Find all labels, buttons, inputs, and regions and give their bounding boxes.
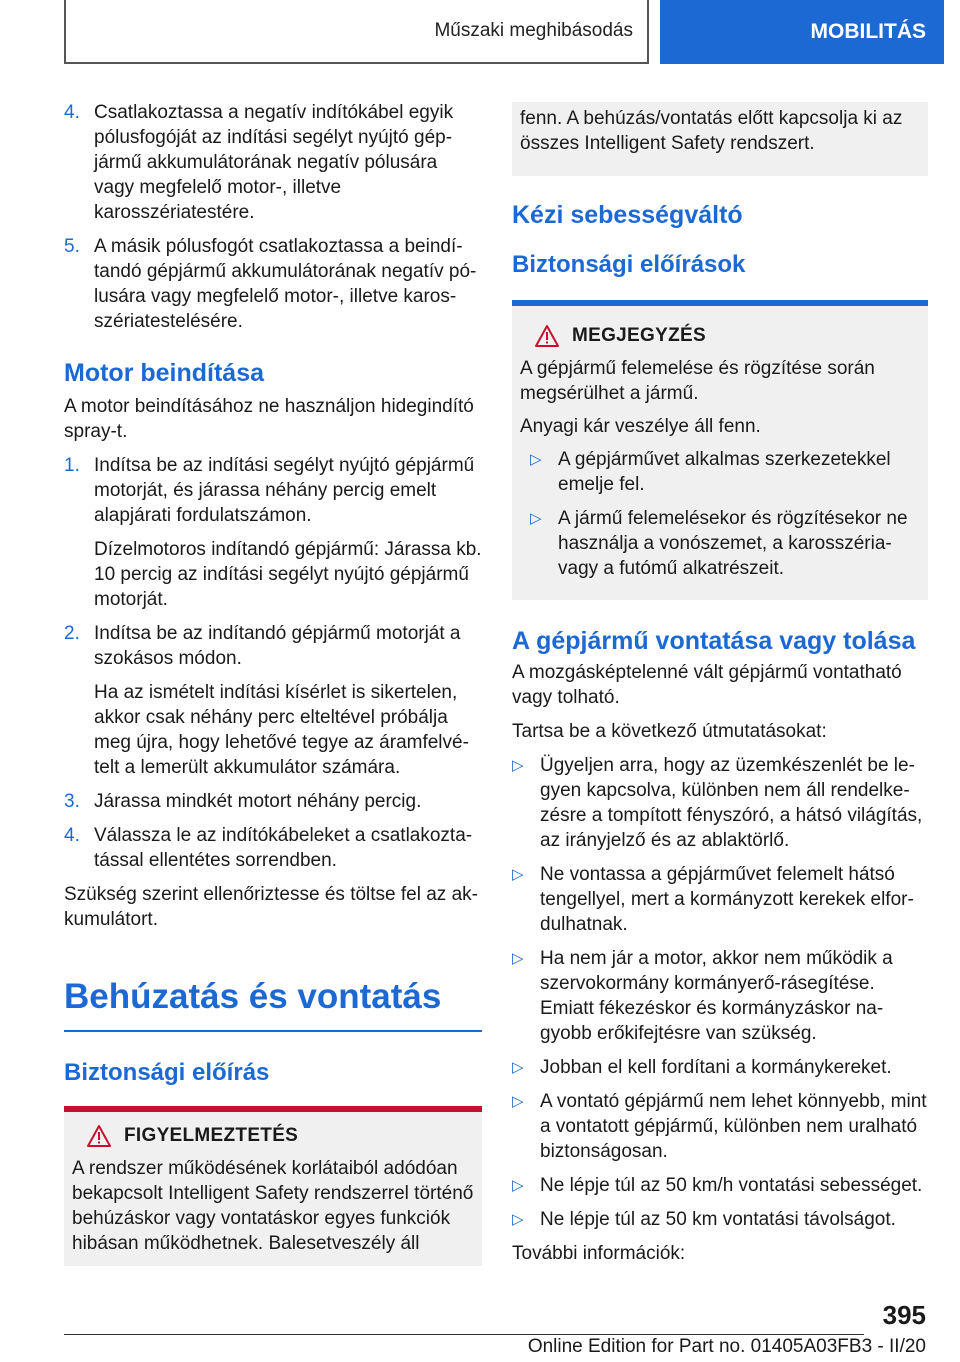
motor-steps xyxy=(64,453,482,873)
list-item: ▷ A vontató gépjármű nem lehet könnyebb, mint a vontatott gépjármű, különben nem uralható biztonságosan. xyxy=(512,1091,927,1162)
safety-heading: Biztonsági előírás xyxy=(64,1059,270,1086)
page-number: 395 xyxy=(882,1300,926,1330)
towing-follow: Tartsa be a következő útmutatásokat: xyxy=(512,721,827,742)
bullet-triangle-icon: ▷ xyxy=(512,1177,524,1194)
list-item: 4. Válassza le az indítókábeleket a csatlakoztatással ellentétes sorrendben. xyxy=(64,825,473,871)
manual-gearbox-heading: Kézi sebességváltó xyxy=(512,201,743,229)
towing-list xyxy=(512,753,928,1232)
warning-text: A rendszer működésének korlátaiból adódóan bekapcsolt Intelligent Safety rendszerrel történő behúzáskor vagy vontatáskor egyes funkciók hibásan működhetnek. Balesetveszély áll xyxy=(72,1158,474,1254)
list-item: ▷ A jármű felemelésekor és rögzítésekor ne használja a vonószemet, a karosszéria- vagy a futómű alkatrészeit. xyxy=(530,508,908,579)
list-item: 5. A másik pólusfogót csatlakoztassa a beindítandó gépjármű akkumulátorának negatív pólusára vagy megfelelő motor-, illetve karosszériatestelésére. xyxy=(64,236,477,332)
right-column xyxy=(512,102,928,1275)
list-item: ▷ Ügyeljen arra, hogy az üzemkészenlét be legyen kapcsolva, különben nem áll rendelkezésre a tompított fényszóró, a hátsó világítás, az irányjelző és az ablaktörlő. xyxy=(512,755,923,851)
footer-divider xyxy=(64,1334,864,1335)
list-item: ▷ Ne lépje túl az 50 km vontatási távolságot. xyxy=(512,1209,896,1230)
bullet-triangle-icon: ▷ xyxy=(530,451,542,468)
chapter-title: MOBILITÁS xyxy=(810,20,926,43)
left-column xyxy=(64,100,482,1266)
bullet-triangle-icon: ▷ xyxy=(512,1211,524,1228)
chapter-header xyxy=(660,0,944,64)
warning-text-continued: fenn. A behúzás/vontatás előtt kapcsolja ki az összes Intelligent Safety rendszert. xyxy=(520,108,903,154)
bullet-triangle-icon: ▷ xyxy=(512,866,524,883)
section-header xyxy=(64,0,649,64)
list-item: ▷ Ne vontassa a gépjárművet felemelt hátsó tengellyel, mert a kormányzott kerekek elfordulhatnak. xyxy=(512,864,914,935)
bullet-triangle-icon: ▷ xyxy=(512,1093,524,1110)
edition-text: Online Edition for Part no. 01405A03FB3 - II/20 xyxy=(527,1336,926,1357)
towing-heading: A gépjármű vontatása vagy tolása xyxy=(512,627,916,655)
towing-chapter-title: Behúzatás és vontatás xyxy=(64,976,482,1032)
notice-text: Anyagi kár veszélye áll fenn. xyxy=(520,416,761,437)
notice-text: A gépjármű felemelése és rögzítése során megsérülhet a jármű. xyxy=(520,358,875,404)
list-item: 2. Indítsa be az indítandó gépjármű motorját a szokásos módon. Ha az ismételt indítási kísérlet is sikertelen, akkor csak néhány perc elteltével próbálja meg újra, hogy lehetővé tegye az áramfelvételt a lemerült akkumulátor számára. xyxy=(64,623,469,778)
notice-box xyxy=(512,306,928,600)
bullet-triangle-icon: ▷ xyxy=(512,1059,524,1076)
warning-triangle-icon xyxy=(86,1124,112,1148)
warning-box-continued xyxy=(512,102,928,176)
list-item: ▷ Jobban el kell fordítani a kormánykereket. xyxy=(512,1057,892,1078)
towing-intro: A mozgásképtelenné vált gépjármű vontatható vagy tolható. xyxy=(512,662,902,708)
warning-triangle-icon xyxy=(534,324,560,348)
list-item: ▷ Ha nem jár a motor, akkor nem működik a szervokormány kormányerő-rásegítése. Emiatt fékezéskor és kormányzáskor nagyobb erőkifejtésre van szükség. xyxy=(512,948,893,1044)
list-item: ▷ Ne lépje túl az 50 km/h vontatási sebességet. xyxy=(512,1175,923,1196)
motor-start-heading: Motor beindítása xyxy=(64,359,265,387)
more-info: További információk: xyxy=(512,1243,686,1264)
list-item: 3. Járassa mindkét motort néhány percig. xyxy=(64,791,422,812)
warning-box xyxy=(64,1112,482,1266)
motor-intro: A motor beindításához ne használjon hidegindító spray-t. xyxy=(64,396,474,442)
bullet-triangle-icon: ▷ xyxy=(512,757,524,774)
list-item: 1. Indítsa be az indítási segélyt nyújtó gépjármű motorját, és járassa néhány percig emelt alapjárati fordulatszámon. Dízelmotoros indítandó gépjármű: Járassa kb. 10 percig az indítási segélyt nyújtó gépjármű motorját. xyxy=(64,455,482,610)
notice-list xyxy=(520,447,920,581)
warning-label: FIGYELMEZTETÉS xyxy=(124,1125,299,1146)
list-item: ▷ A gépjárművet alkalmas szerkezetekkel emelje fel. xyxy=(530,449,891,495)
safety-heading: Biztonsági előírások xyxy=(512,251,746,278)
bullet-triangle-icon: ▷ xyxy=(512,950,524,967)
section-title: Műszaki meghibásodás xyxy=(434,20,633,41)
notice-label: MEGJEGYZÉS xyxy=(572,325,706,346)
motor-outro: Szükség szerint ellenőriztesse és töltse fel az akkumulátort. xyxy=(64,884,478,930)
cable-steps xyxy=(64,100,482,334)
bullet-triangle-icon: ▷ xyxy=(530,510,542,527)
list-item: 4. Csatlakoztassa a negatív indítókábel egyik pólusfogóját az indítási segélyt nyújtó gépjármű akkumulátorának negatív pólusára vagy megfelelő motor-, illetve karosszériatestére. xyxy=(64,102,454,223)
